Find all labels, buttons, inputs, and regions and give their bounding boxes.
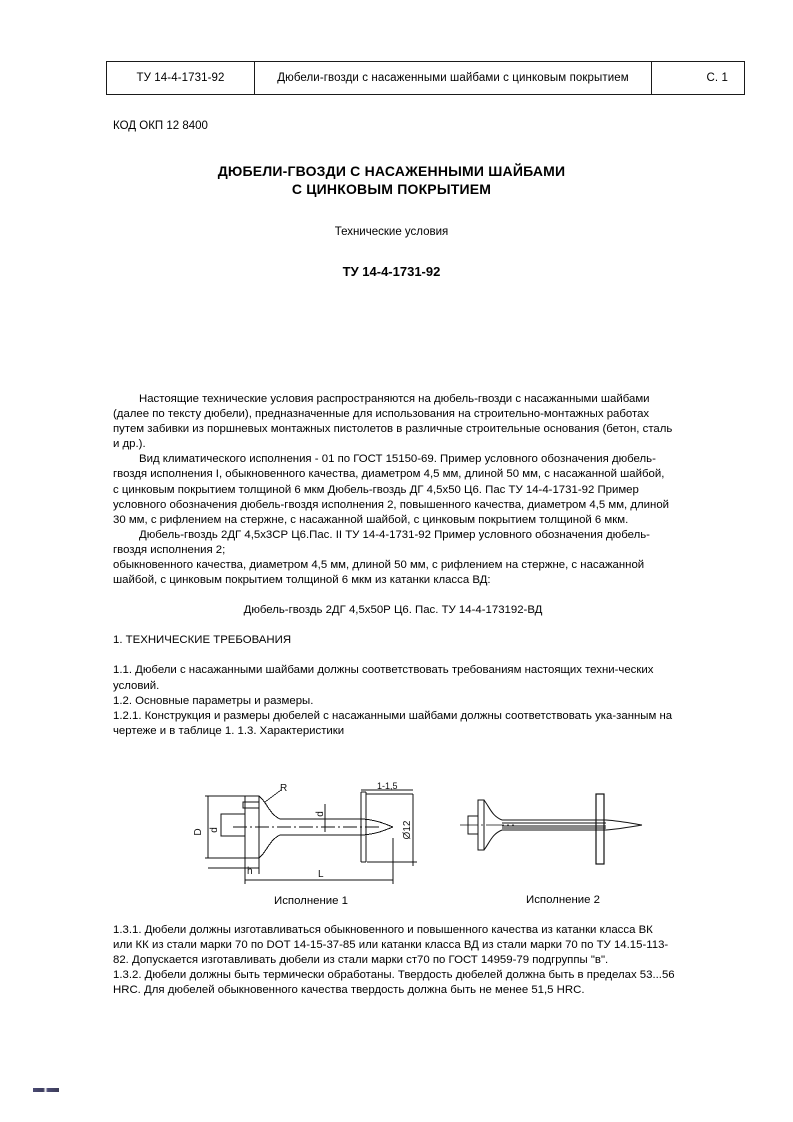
document-body-bottom	[113, 923, 675, 998]
label-head-height: h	[247, 866, 253, 877]
clause-1-1: 1.1. Дюбели с насажанными шайбами должны соответствовать требованиям настоящих техни-ческих условий.	[113, 664, 654, 692]
nail-drawing-variant-1	[181, 782, 441, 892]
figure-execution-1	[181, 782, 441, 907]
label-radius: R	[280, 783, 288, 794]
running-header-table	[106, 61, 745, 95]
paragraph-designation-example-2-cont: обыкновенного качества, диаметром 4,5 мм, длиной 50 мм, с рифлением на стержне, с насажанной шайбой, с цинковым покрытием толщиной 6 мкм из катанки класса ВД:	[113, 559, 645, 587]
clause-1-3-2: 1.3.2. Дюбели должны быть термически обработаны. Твердость дюбелей должна быть в пределах 53...56 HRC. Для дюбелей обыкновенного качества твердость должна быть не менее 51,5 HRC.	[113, 969, 675, 997]
label-length: L	[318, 869, 324, 880]
nail-drawing-variant-2	[458, 784, 658, 879]
label-washer-diameter: Ø12	[402, 820, 413, 840]
header-doc-title: Дюбели-гвозди с насаженными шайбами с цинковым покрытием	[255, 62, 652, 94]
label-head-diameter: D	[193, 828, 204, 836]
okp-code: КОД ОКП 12 8400	[113, 120, 208, 132]
title-block	[113, 120, 670, 279]
paragraph-scope: Настоящие технические условия распространяются на дюбель-гвозди с насажанными шайбами (далее по тексту дюбели), предназначенные для использования на строительно-монтажных работах путем забивки из поршневых монтажных пистолетов в различные строительные основания (бетон, сталь и др.).	[113, 393, 673, 451]
technical-drawings	[113, 782, 673, 907]
figure-2-caption: Исполнение 2	[526, 894, 600, 906]
label-washer-thickness: 1-1,5	[377, 782, 398, 791]
figure-execution-2	[458, 784, 668, 906]
clause-1-2: 1.2. Основные параметры и размеры.	[113, 694, 314, 707]
clause-1-2-1: 1.2.1. Конструкция и размеры дюбелей с насажанными шайбами должны соответствовать ука-занным на чертеже и в таблице 1. 1.3. Характеристики	[113, 709, 673, 737]
figure-1-caption: Исполнение 1	[274, 895, 348, 907]
paragraph-designation-example-2: Дюбель-гвоздь 2ДГ 4,5х3СР Ц6.Пас. II ТУ 14-4-1731-92 Пример условного обозначения дюбель-гвоздя исполнения 2;	[113, 528, 650, 556]
designation-formula: Дюбель-гвоздь 2ДГ 4,5х50Р Ц6. Пас. ТУ 14-4-173192-ВД	[243, 604, 543, 617]
document-body	[113, 392, 673, 739]
document-standard-code: ТУ 14-4-1731-92	[342, 264, 441, 279]
header-doc-code: ТУ 14-4-1731-92	[107, 62, 255, 94]
document-subtitle: Технические условия	[334, 226, 449, 238]
page-title-line2: С ЦИНКОВЫМ ПОКРЫТИЕМ	[291, 181, 492, 197]
header-page-number: С. 1	[706, 72, 728, 84]
section-heading-1: 1. ТЕХНИЧЕСКИЕ ТРЕБОВАНИЯ	[113, 634, 292, 647]
label-shank-diameter: d	[315, 811, 326, 817]
scan-artifact-mark	[33, 1088, 59, 1092]
page-title-line1: ДЮБЕЛИ-ГВОЗДИ С НАСАЖЕННЫМИ ШАЙБАМИ	[217, 163, 566, 179]
label-inner-diameter: d	[209, 827, 220, 833]
paragraph-climatic-designation: Вид климатического исполнения - 01 по ГОСТ 15150-69. Пример условного обозначения дюбель-гвоздя исполнения I, обыкновенного качества, диаметром 4,5 мм, длиной 50 мм, с насажанной шайбой, с цинковым покрытием толщиной 6 мкм Дюбель-гвоздь ДГ 4,5х50 Ц6. Пас ТУ 14-4-1731-92 Пример условного обозначения дюбель-гвоздя исполнения 2, повышенного качества, диаметром 4,5 мм, длиной 30 мм, с рифлением на стержне, с насажанной шайбой, с цинковым покрытием толщиной 6 мкм.	[113, 453, 670, 526]
clause-1-3-1: 1.3.1. Дюбели должны изготавливаться обыкновенного и повышенного качества из катанки класса ВК или КК из стали марки 70 по DOT 14-15-37-85 или катанки класса ВД из стали марки 70 по ТУ 14.15-113-82. Допускается изготавливать дюбели из стали марки ст70 по ГОСТ 14959-79 подгруппы "в".	[113, 924, 669, 967]
